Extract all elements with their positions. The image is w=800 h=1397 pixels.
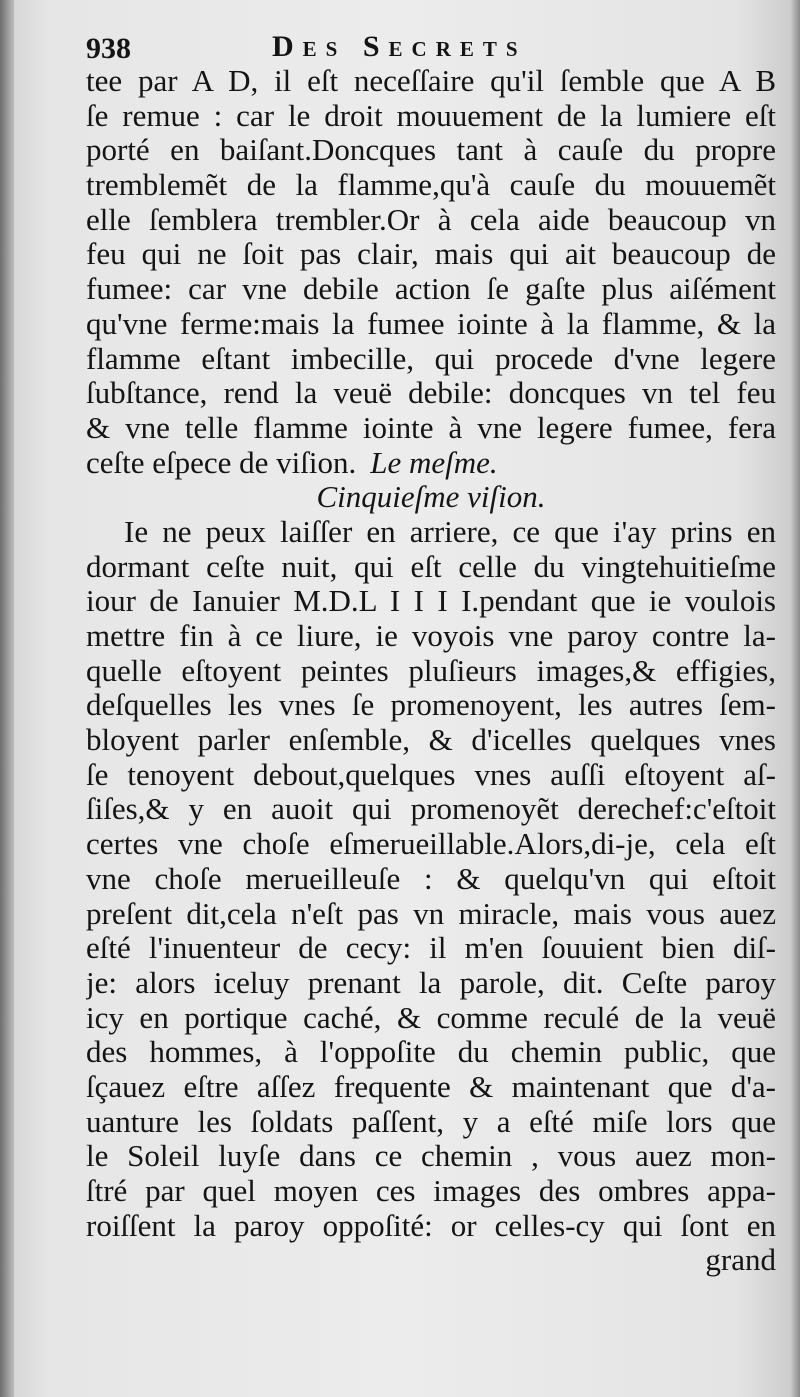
text-line: & vne telle flamme iointe à vne legere fumee, fera bbox=[86, 410, 776, 445]
text-line: feu qui ne ſoit pas clair, mais qui ait beaucoup de bbox=[86, 237, 776, 272]
text-line: flamme eſtant imbecille, qui procede d'vne legere bbox=[86, 341, 776, 376]
paragraph-line: icy en portique caché, & comme reculé de la veuë bbox=[86, 1000, 776, 1035]
text-line: ſubſtance, rend la veuë debile: doncques vn tel feu bbox=[86, 376, 776, 411]
text-line: ſe remue : car le droit mouuement de la lumiere eſt bbox=[86, 98, 776, 133]
signature: Le meſme. bbox=[370, 445, 498, 480]
paragraph-line: quelle eſtoyent peintes pluſieurs images,& effigies, bbox=[86, 653, 776, 688]
running-title: Des Secrets bbox=[272, 30, 527, 63]
paragraph-line: dormant ceſte nuit, qui eſt celle du vingtehuitieſme bbox=[86, 549, 776, 584]
paragraph-line: uanture les ſoldats paſſent, y a eſté miſe lors que bbox=[86, 1104, 776, 1139]
paragraph-line: vne choſe merueilleuſe : & quelqu'vn qui eſtoit bbox=[86, 861, 776, 896]
paragraph-line: ſiſes,& y en auoit qui promenoyẽt derechef:c'eſtoit bbox=[86, 792, 776, 827]
paragraph-line: le Soleil luyſe dans ce chemin , vous auez mon- bbox=[86, 1139, 776, 1174]
text-line: fumee: car vne debile action ſe gaſte plus aiſément bbox=[86, 272, 776, 307]
paragraph-line: eſté l'inuenteur de cecy: il m'en ſouuient bien diſ- bbox=[86, 931, 776, 966]
paragraph-line: je: alors iceluy prenant la parole, dit. Ceſte paroy bbox=[86, 965, 776, 1000]
paragraph-line: preſent dit,cela n'eſt pas vn miracle, mais vous auez bbox=[86, 896, 776, 931]
section-heading: Cinquieſme viſion. bbox=[316, 480, 546, 515]
page-number: 938 bbox=[86, 32, 131, 65]
text-line: tee par A D, il eſt neceſſaire qu'il ſemble que A B bbox=[86, 64, 776, 98]
paragraph-line: mettre fin à ce liure, ie voyois vne paroy contre la- bbox=[86, 619, 776, 653]
page-right-edge-shadow bbox=[790, 0, 800, 1397]
catchword: grand bbox=[705, 1243, 776, 1278]
paragraph-line: certes vne choſe eſmerueillable.Alors,di-je, cela eſt bbox=[86, 827, 776, 862]
text-line: tremblemẽt de la flamme,qu'à cauſe du mouuemẽt bbox=[86, 168, 776, 203]
paragraph-line: iour de Ianuier M.D.L I I I I.pendant que ie voulois bbox=[86, 584, 776, 619]
paragraph-line: des hommes, à l'oppoſite du chemin public, que bbox=[86, 1035, 776, 1070]
paragraph-line: Ie ne peux laiſſer en arriere, ce que i'ay prins en bbox=[124, 514, 776, 549]
text-line-content: ceſte eſpece de viſion. bbox=[86, 445, 357, 480]
paragraph-line: deſquelles les vnes ſe promenoyent, les autres ſem- bbox=[86, 688, 776, 723]
paragraph-line: ſtré par quel moyen ces images des ombres appa- bbox=[86, 1174, 776, 1208]
text-line: elle ſemblera trembler.Or à cela aide beaucoup vn bbox=[86, 202, 776, 237]
page-left-edge-shadow bbox=[0, 0, 14, 1397]
text-block bbox=[86, 64, 776, 1278]
text-line-last bbox=[86, 446, 776, 481]
paragraph-line: bloyent parler enſemble, & d'icelles quelques vnes bbox=[86, 723, 776, 758]
text-line: qu'vne ferme:mais la fumee iointe à la flamme, & la bbox=[86, 306, 776, 341]
paragraph-line: ſe tenoyent debout,quelques vnes auſſi eſtoyent aſ- bbox=[86, 757, 776, 792]
text-line: porté en baiſant.Doncques tant à cauſe du propre bbox=[86, 133, 776, 168]
paragraph-line: ſçauez eſtre aſſez frequente & maintenant que d'a- bbox=[86, 1069, 776, 1104]
paragraph-line: roiſſent la paroy oppoſité: or celles-cy qui ſont en bbox=[86, 1208, 776, 1243]
